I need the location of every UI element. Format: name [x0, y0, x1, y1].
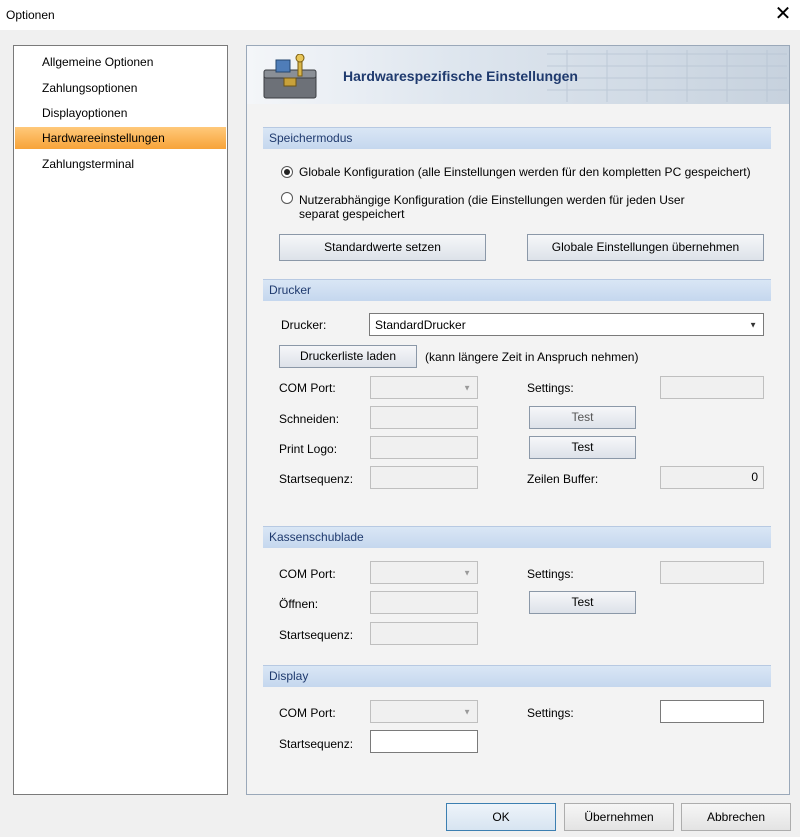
load-printer-hint: (kann längere Zeit in Anspruch nehmen)	[425, 350, 639, 364]
close-icon[interactable]: ✕	[774, 3, 792, 25]
title-bar	[0, 0, 800, 30]
display-settings-field[interactable]	[660, 700, 764, 723]
label-display-com-port: COM Port:	[279, 706, 336, 720]
section-drucker: Drucker	[263, 279, 771, 301]
oeffnen-field[interactable]	[370, 591, 478, 614]
ok-button[interactable]: OK	[446, 803, 556, 831]
sidebar-item-hardwareeinstellungen[interactable]: Hardwareeinstellungen	[15, 127, 226, 149]
label-oeffnen: Öffnen:	[279, 597, 319, 611]
test-drawer-button[interactable]: Test	[529, 591, 636, 614]
chevron-down-icon: ▼	[463, 707, 471, 716]
cancel-button[interactable]: Abbrechen	[681, 803, 791, 831]
test-logo-button[interactable]: Test	[529, 436, 636, 459]
radio-user-config[interactable]	[281, 192, 293, 204]
label-display-settings: Settings:	[527, 706, 574, 720]
page-title: Hardwarespezifische Einstellungen	[343, 68, 578, 84]
apply-global-button[interactable]: Globale Einstellungen übernehmen	[527, 234, 764, 261]
section-speichermodus: Speichermodus	[263, 127, 771, 149]
set-defaults-button[interactable]: Standardwerte setzen	[279, 234, 486, 261]
label-printer-startsequenz: Startsequenz:	[279, 472, 354, 486]
sidebar-item-zahlungsoptionen[interactable]: Zahlungsoptionen	[42, 81, 138, 95]
sidebar-item-zahlungsterminal[interactable]: Zahlungsterminal	[42, 157, 135, 171]
test-cut-button[interactable]: Test	[529, 406, 636, 429]
printer-com-port-select[interactable]	[370, 376, 478, 399]
label-user-config-line1: Nutzerabhängige Konfiguration (die Einstellungen werden für jeden User	[299, 193, 685, 207]
schneiden-field[interactable]	[370, 406, 478, 429]
label-global-config: Globale Konfiguration (alle Einstellungen werden für den kompletten PC gespeichert)	[299, 165, 751, 179]
printer-select[interactable]	[369, 313, 764, 336]
label-user-config-line2: separat gespeichert	[299, 207, 405, 221]
display-startsequenz-field[interactable]	[370, 730, 478, 753]
drawer-settings-field[interactable]	[660, 561, 764, 584]
label-print-logo: Print Logo:	[279, 442, 338, 456]
load-printer-list-button[interactable]: Druckerliste laden	[279, 345, 417, 368]
radio-global-config[interactable]	[281, 166, 293, 178]
section-kassenschublade: Kassenschublade	[263, 526, 771, 548]
label-drucker: Drucker:	[281, 318, 327, 332]
sidebar-item-allgemeine[interactable]: Allgemeine Optionen	[42, 55, 154, 69]
drawer-com-port-select[interactable]	[370, 561, 478, 584]
zeilen-buffer-field[interactable]: 0	[660, 466, 764, 489]
options-sidebar	[13, 45, 228, 795]
printer-settings-field[interactable]	[660, 376, 764, 399]
label-drawer-settings: Settings:	[527, 567, 574, 581]
chevron-down-icon: ▼	[463, 383, 471, 392]
drawer-startsequenz-field[interactable]	[370, 622, 478, 645]
label-drawer-com-port: COM Port:	[279, 567, 336, 581]
printer-startsequenz-field[interactable]	[370, 466, 478, 489]
label-display-startsequenz: Startsequenz:	[279, 737, 354, 751]
printer-select-value: StandardDrucker	[375, 318, 466, 332]
label-schneiden: Schneiden:	[279, 412, 340, 426]
label-printer-settings: Settings:	[527, 381, 574, 395]
chevron-down-icon: ▼	[749, 320, 757, 329]
window-title: Optionen	[6, 8, 55, 22]
display-com-port-select[interactable]	[370, 700, 478, 723]
label-zeilen-buffer: Zeilen Buffer:	[527, 472, 599, 486]
section-display: Display	[263, 665, 771, 687]
label-printer-com-port: COM Port:	[279, 381, 336, 395]
sidebar-item-displayoptionen[interactable]: Displayoptionen	[42, 106, 128, 120]
print-logo-field[interactable]	[370, 436, 478, 459]
apply-button[interactable]: Übernehmen	[564, 803, 674, 831]
toolbox-icon	[258, 54, 322, 102]
chevron-down-icon: ▼	[463, 568, 471, 577]
label-drawer-startsequenz: Startsequenz:	[279, 628, 354, 642]
